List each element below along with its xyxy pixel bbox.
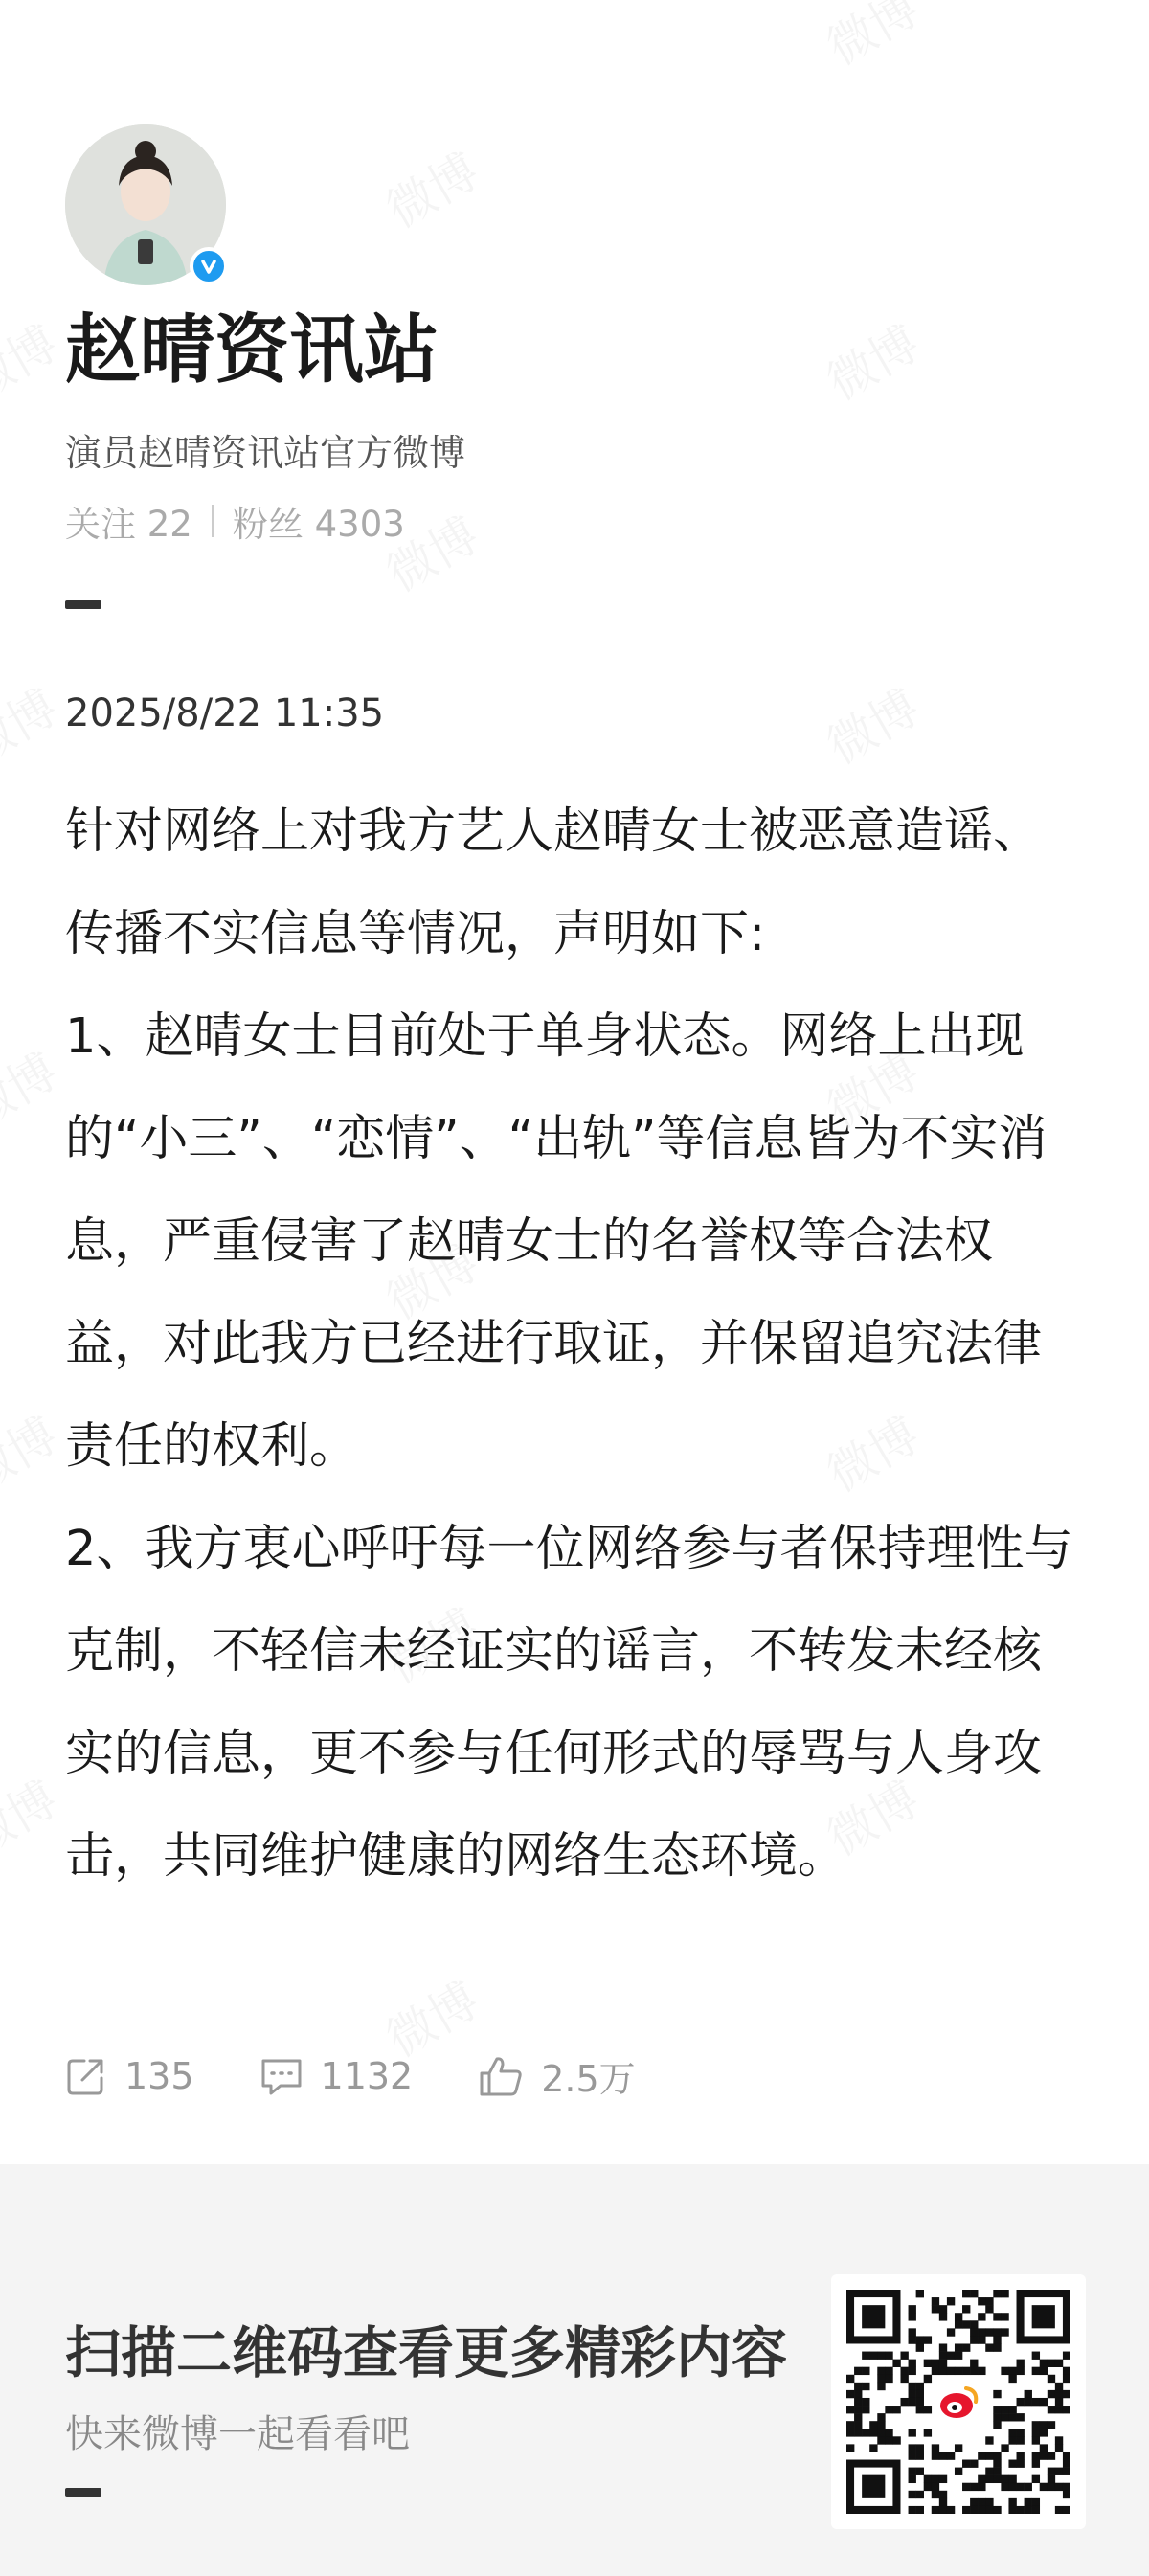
following-label: 关注: [65, 503, 136, 545]
followers-stat[interactable]: [233, 495, 405, 547]
comment-count: 1132: [320, 2054, 414, 2097]
avatar[interactable]: [65, 124, 226, 285]
post-actions: [65, 2049, 701, 2102]
profile-name[interactable]: 赵晴资讯站: [65, 307, 439, 394]
qr-code-image: [846, 2290, 1070, 2514]
profile-stats: [65, 495, 1084, 547]
repost-button[interactable]: [65, 2055, 194, 2097]
watermark: [0, 670, 68, 778]
watermark: [0, 1762, 68, 1869]
followers-label: 粉丝: [232, 503, 304, 545]
post-paragraph: 1、赵晴女士目前处于单身状态。网络上出现的“小三”、“恋情”、“出轨”等信息皆为不实消息，严重侵害了赵晴女士的名誉权等合法权益，对此我方已经进行取证，并保留追究法律责任的权利。: [65, 1008, 1048, 1475]
watermark: [0, 1034, 68, 1141]
watermark: [813, 670, 931, 778]
post-timestamp: 2025/8/22 11:35: [65, 691, 385, 735]
watermark: [0, 1398, 68, 1505]
repost-count: 135: [124, 2054, 194, 2097]
comment-button[interactable]: [259, 2055, 414, 2097]
like-icon: [478, 2054, 524, 2098]
following-stat[interactable]: [65, 495, 192, 547]
comment-icon: [259, 2055, 304, 2097]
watermark: [813, 0, 931, 79]
footer-title: 扫描二维码查看更多精彩内容: [65, 2320, 788, 2385]
following-count: 22: [146, 503, 192, 545]
followers-count: 4303: [314, 503, 405, 545]
like-count: 2.5万: [541, 2058, 636, 2100]
stat-divider: [212, 505, 214, 537]
watermark: [0, 306, 68, 414]
profile-description: 演员赵晴资讯站官方微博: [65, 431, 466, 474]
post-body: [65, 780, 1090, 1908]
verified-badge-icon: [190, 247, 228, 285]
repost-icon: [65, 2055, 107, 2097]
like-button[interactable]: [478, 2049, 635, 2102]
qr-footer: [0, 2164, 1149, 2576]
footer-divider: [65, 2488, 101, 2497]
qr-code[interactable]: [831, 2274, 1086, 2529]
section-divider: [65, 600, 101, 609]
profile-header: [65, 124, 1084, 609]
footer-subtitle: 快来微博一起看看吧: [65, 2412, 410, 2456]
post-paragraph: 2、我方衷心呼吁每一位网络参与者保持理性与克制，不轻信未经证实的谣言，不转发未经核实的信息，更不参与任何形式的辱骂与人身攻击，共同维护健康的网络生态环境。: [65, 1521, 1073, 1885]
post-paragraph: 针对网络上对我方艺人赵晴女士被恶意造谣、传播不实信息等情况，声明如下:: [65, 803, 1043, 962]
